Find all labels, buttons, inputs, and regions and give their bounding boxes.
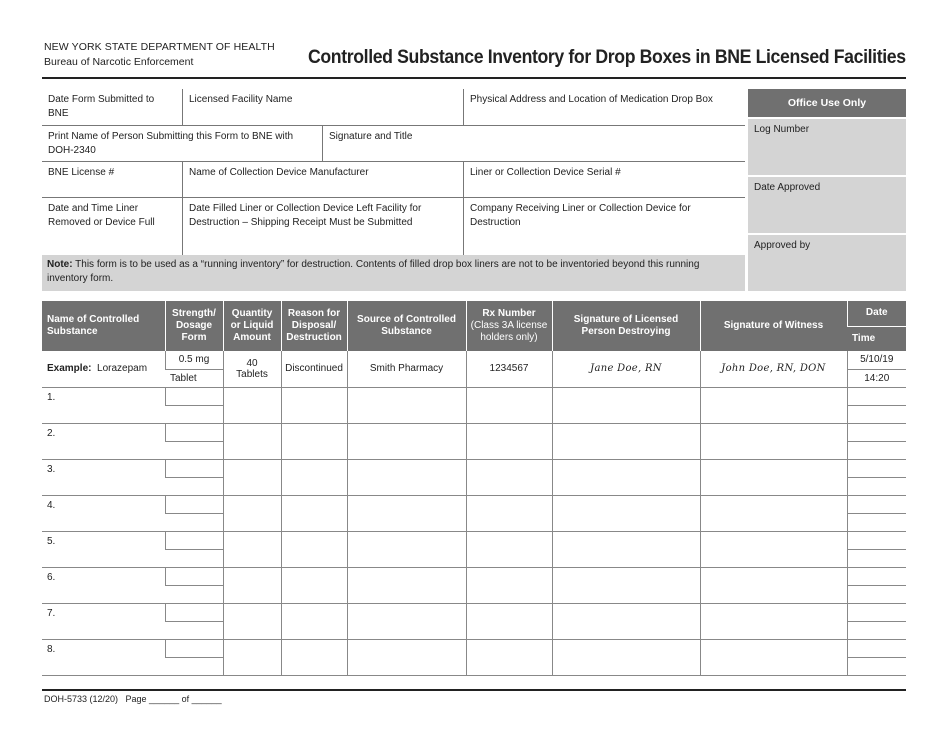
example-rx: 1234567: [466, 351, 552, 387]
row-number: 3.: [42, 459, 165, 495]
rx-cell[interactable]: [466, 387, 552, 423]
strength-cell[interactable]: [165, 531, 223, 549]
source-cell[interactable]: [347, 639, 466, 675]
quantity-cell[interactable]: [223, 567, 281, 603]
source-cell[interactable]: [347, 603, 466, 639]
time-cell[interactable]: [847, 621, 906, 639]
example-signature: Jane Doe, RN: [552, 351, 700, 387]
date-cell[interactable]: [847, 639, 906, 657]
rx-cell[interactable]: [466, 423, 552, 459]
strength-cell[interactable]: [165, 387, 223, 405]
col-header-witness: Signature of Witness: [700, 301, 847, 351]
strength-cell[interactable]: [165, 459, 223, 477]
witness-cell[interactable]: [700, 459, 847, 495]
date-cell[interactable]: [847, 423, 906, 441]
date-filled-label-2: Destruction – Shipping Receipt Must be Submitted: [189, 217, 413, 228]
time-cell[interactable]: [847, 477, 906, 495]
source-cell[interactable]: [347, 387, 466, 423]
time-cell[interactable]: [847, 441, 906, 459]
date-cell[interactable]: [847, 603, 906, 621]
entry-row-8[interactable]: [42, 639, 906, 657]
entry-row-2[interactable]: [42, 423, 906, 441]
reason-cell[interactable]: [281, 531, 347, 567]
bureau-name: Bureau of Narcotic Enforcement: [44, 56, 194, 68]
entry-row-3[interactable]: [42, 459, 906, 477]
submitter-name-label: Print Name of Person Submitting this Form to BNE with: [48, 131, 294, 142]
example-time: 14:20: [847, 369, 906, 387]
manufacturer-field[interactable]: [182, 161, 463, 197]
running-inventory-note: [42, 255, 745, 291]
submitter-name-label-2: DOH-2340: [48, 145, 96, 156]
address-label: Physical Address and Location of Medication Drop Box: [470, 94, 713, 105]
quantity-cell[interactable]: [223, 495, 281, 531]
example-source: Smith Pharmacy: [347, 351, 466, 387]
office-use-header: Office Use Only: [748, 89, 906, 117]
row-number: 1.: [42, 387, 165, 423]
submitter-name-field[interactable]: [42, 125, 322, 161]
signature-cell[interactable]: [552, 387, 700, 423]
dosage-form-cell[interactable]: [165, 549, 223, 567]
rx-cell[interactable]: [466, 639, 552, 675]
reason-cell[interactable]: [281, 567, 347, 603]
facility-name-label: Licensed Facility Name: [189, 94, 293, 105]
date-approved-field[interactable]: [748, 177, 906, 233]
date-time-removed-label-2: Removed or Device Full: [48, 217, 155, 228]
row-number: 5.: [42, 531, 165, 567]
log-number-label: Log Number: [754, 124, 810, 135]
time-cell[interactable]: [847, 405, 906, 423]
date-cell[interactable]: [847, 531, 906, 549]
quantity-cell[interactable]: [223, 639, 281, 675]
source-cell[interactable]: [347, 459, 466, 495]
rx-header-label: Rx Number: [482, 308, 536, 319]
manufacturer-label: Name of Collection Device Manufacturer: [189, 167, 369, 178]
reason-cell[interactable]: [281, 387, 347, 423]
signature-cell[interactable]: [552, 567, 700, 603]
approved-by-field[interactable]: [748, 235, 906, 291]
row-number: 2.: [42, 423, 165, 459]
time-cell[interactable]: [847, 513, 906, 531]
date-approved-label: Date Approved: [754, 182, 821, 193]
example-row: [42, 351, 906, 369]
dosage-form-cell[interactable]: [165, 405, 223, 423]
strength-cell[interactable]: [165, 567, 223, 585]
rx-cell[interactable]: [466, 495, 552, 531]
col-header-quantity: Quantity or Liquid Amount: [223, 301, 281, 351]
strength-cell[interactable]: [165, 495, 223, 513]
dosage-form-cell[interactable]: [165, 513, 223, 531]
serial-label: Liner or Collection Device Serial #: [470, 167, 621, 178]
witness-cell[interactable]: [700, 567, 847, 603]
col-header-strength: Strength/ Dosage Form: [165, 301, 223, 351]
note-text: This form is to be used as a “running inventory” for destruction. Contents of filled drop box liners are not to be inventoried beyond this running inventory form.: [47, 259, 700, 284]
date-filled-label: Date Filled Liner or Collection Device Left Facility for: [189, 203, 422, 214]
strength-cell[interactable]: [165, 639, 223, 657]
facility-info-section: [42, 89, 906, 291]
dosage-form-cell[interactable]: [165, 441, 223, 459]
quantity-cell[interactable]: [223, 603, 281, 639]
source-cell[interactable]: [347, 423, 466, 459]
serial-field[interactable]: [463, 161, 745, 197]
example-quantity-unit: Tablets: [236, 368, 268, 380]
example-witness: John Doe, RN, DON: [700, 351, 847, 387]
dosage-form-cell[interactable]: [165, 477, 223, 495]
quantity-cell[interactable]: [223, 531, 281, 567]
signature-cell[interactable]: [552, 423, 700, 459]
example-quantity-value: 40: [246, 357, 258, 369]
dosage-form-cell[interactable]: [165, 621, 223, 639]
reason-cell[interactable]: [281, 423, 347, 459]
approved-by-label: Approved by: [754, 240, 811, 251]
example-label: Example:: [47, 363, 92, 375]
date-cell[interactable]: [847, 387, 906, 405]
example-date: 5/10/19: [847, 351, 906, 369]
col-header-name: Name of Controlled Substance: [42, 301, 165, 351]
entry-row-1[interactable]: [42, 387, 906, 405]
inventory-table: [42, 301, 906, 676]
row-number: 6.: [42, 567, 165, 603]
col-header-date: Date: [847, 301, 906, 326]
date-submitted-field[interactable]: [42, 89, 182, 125]
form-footer: DOH-5733 (12/20) Page ______ of ______: [44, 694, 222, 704]
form-title: Controlled Substance Inventory for Drop Boxes in BNE Licensed Facilities: [308, 47, 906, 68]
facility-name-field[interactable]: [182, 89, 463, 125]
time-cell[interactable]: [847, 585, 906, 603]
signature-title-field[interactable]: [322, 125, 745, 161]
entry-row-4[interactable]: [42, 495, 906, 513]
note-label: Note:: [47, 259, 73, 270]
quantity-cell[interactable]: [223, 459, 281, 495]
date-filled-field[interactable]: [182, 197, 463, 255]
date-cell[interactable]: [847, 495, 906, 513]
witness-cell[interactable]: [700, 495, 847, 531]
reason-cell[interactable]: [281, 459, 347, 495]
signature-cell[interactable]: [552, 603, 700, 639]
witness-cell[interactable]: [700, 387, 847, 423]
address-field[interactable]: [463, 89, 745, 125]
quantity-cell[interactable]: [223, 387, 281, 423]
date-time-removed-label: Date and Time Liner: [48, 203, 139, 214]
time-cell[interactable]: [847, 657, 906, 675]
col-header-signature: Signature of Licensed Person Destroying: [552, 301, 700, 351]
row-number: 7.: [42, 603, 165, 639]
strength-cell[interactable]: [165, 603, 223, 621]
destruction-company-label: Company Receiving Liner or Collection Device for Destruction: [470, 203, 691, 228]
strength-cell[interactable]: [165, 423, 223, 441]
date-cell[interactable]: [847, 459, 906, 477]
time-cell[interactable]: [847, 549, 906, 567]
example-strength: 0.5 mg: [165, 351, 223, 369]
example-name: [42, 351, 165, 387]
row-number: 4.: [42, 495, 165, 531]
destruction-company-field[interactable]: [463, 197, 745, 255]
signature-cell[interactable]: [552, 495, 700, 531]
bottom-rule: [42, 689, 906, 691]
example-drug: Lorazepam: [97, 363, 148, 375]
quantity-cell[interactable]: [223, 423, 281, 459]
bne-license-field[interactable]: [42, 161, 182, 197]
rx-header-sub: (Class 3A license holders only): [470, 320, 548, 343]
date-submitted-label: Date Form Submitted to BNE: [48, 94, 155, 119]
date-cell[interactable]: [847, 567, 906, 585]
rx-cell[interactable]: [466, 531, 552, 567]
rx-cell[interactable]: [466, 567, 552, 603]
signature-cell[interactable]: [552, 531, 700, 567]
row-number: 8.: [42, 639, 165, 675]
signature-title-label: Signature and Title: [329, 131, 413, 142]
col-header-source: Source of Controlled Substance: [347, 301, 466, 351]
signature-cell[interactable]: [552, 639, 700, 675]
agency-name: NEW YORK STATE DEPARTMENT OF HEALTH: [44, 41, 275, 53]
date-time-removed-field[interactable]: [42, 197, 182, 255]
log-number-field[interactable]: [748, 119, 906, 175]
example-quantity: [223, 351, 281, 387]
rx-cell[interactable]: [466, 459, 552, 495]
witness-cell[interactable]: [700, 639, 847, 675]
col-header-reason: Reason for Disposal/ Destruction: [281, 301, 347, 351]
entry-row-5[interactable]: [42, 531, 906, 549]
example-dosage-form: Tablet: [165, 369, 223, 387]
example-reason: Discontinued: [281, 351, 347, 387]
entry-row-6[interactable]: [42, 567, 906, 585]
col-header-time: Time: [847, 326, 906, 351]
col-header-rx: [466, 301, 552, 351]
reason-cell[interactable]: [281, 603, 347, 639]
reason-cell[interactable]: [281, 495, 347, 531]
bne-license-label: BNE License #: [48, 167, 115, 178]
witness-cell[interactable]: [700, 531, 847, 567]
rx-cell[interactable]: [466, 603, 552, 639]
witness-cell[interactable]: [700, 603, 847, 639]
source-cell[interactable]: [347, 531, 466, 567]
top-rule: [42, 77, 906, 79]
reason-cell[interactable]: [281, 639, 347, 675]
source-cell[interactable]: [347, 567, 466, 603]
signature-cell[interactable]: [552, 459, 700, 495]
dosage-form-cell[interactable]: [165, 585, 223, 603]
entry-row-7[interactable]: [42, 603, 906, 621]
witness-cell[interactable]: [700, 423, 847, 459]
source-cell[interactable]: [347, 495, 466, 531]
dosage-form-cell[interactable]: [165, 657, 223, 675]
